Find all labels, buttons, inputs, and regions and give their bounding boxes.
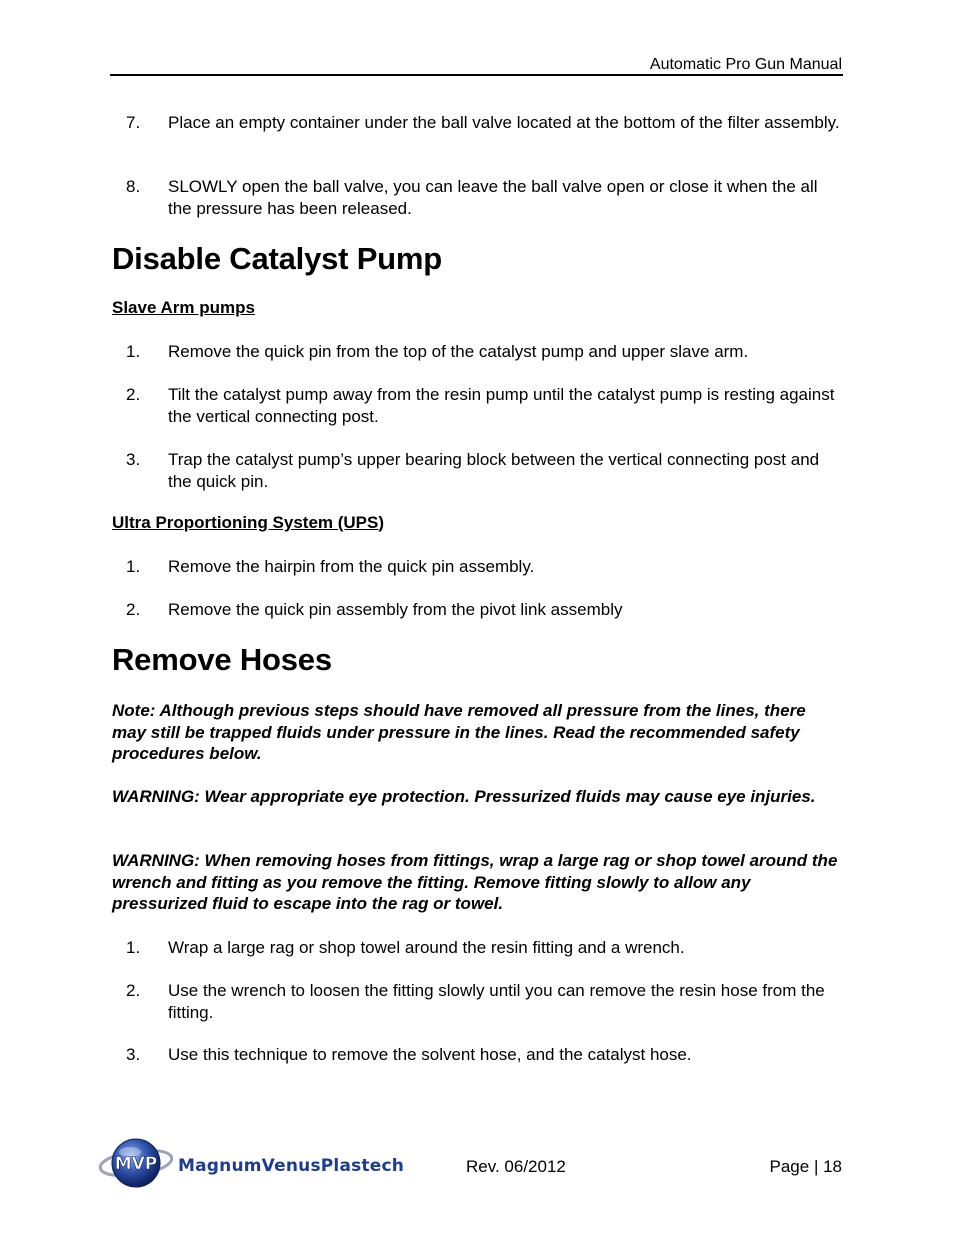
list-item (112, 449, 844, 493)
footer-brand-name: MagnumVenusPlastech (178, 1156, 405, 1176)
step-text: SLOWLY open the ball valve, you can leave the ball valve open or close it when the all the pressure has been released. (168, 177, 818, 218)
header-rule (110, 74, 843, 76)
list-item (112, 176, 844, 220)
step-number: 2. (126, 600, 141, 619)
step-number: 2. (126, 981, 141, 1000)
step-text: Trap the catalyst pump’s upper bearing block between the vertical connecting post and the quick pin. (168, 450, 820, 491)
list-item (112, 556, 844, 578)
list-item (112, 384, 844, 428)
footer-revision: Rev. 06/2012 (466, 1157, 566, 1176)
step-text: Wrap a large rag or shop towel around the resin fitting and a wrench. (168, 938, 685, 957)
step-number: 3. (126, 1045, 141, 1064)
step-number: 1. (126, 557, 141, 576)
list-item (112, 937, 844, 959)
step-text: Tilt the catalyst pump away from the resin pump until the catalyst pump is resting against the vertical connecting post. (168, 385, 835, 426)
list-item (112, 980, 844, 1024)
step-number: 1. (126, 938, 141, 957)
step-text: Use the wrench to loosen the fitting slowly until you can remove the resin hose from the fitting. (168, 981, 825, 1022)
warning-eye-protection: WARNING: Wear appropriate eye protection. Pressurized fluids may cause eye injuries. (112, 787, 816, 806)
step-number: 1. (126, 342, 141, 361)
running-header-title: Automatic Pro Gun Manual (649, 56, 842, 73)
list-item (112, 112, 844, 134)
warning-remove-hoses: WARNING: When removing hoses from fittings, wrap a large rag or shop towel around the wrench and fitting as you remove the fitting. Remove fitting slowly to allow any pressurized fluid to escape into the rag or towel. (112, 851, 838, 913)
step-text: Remove the quick pin assembly from the pivot link assembly (168, 600, 623, 619)
step-text: Use this technique to remove the solvent hose, and the catalyst hose. (168, 1045, 692, 1064)
subheading-ups-suffix: ) (378, 513, 385, 532)
step-number: 7. (126, 113, 141, 132)
list-item (112, 341, 844, 363)
list-item (112, 599, 844, 621)
step-text: Remove the hairpin from the quick pin assembly. (168, 557, 535, 576)
subheading-ups: Ultra Proportioning System (UPS (112, 513, 379, 532)
subheading-slave-arm-pumps: Slave Arm pumps (112, 298, 255, 317)
step-number: 3. (126, 450, 141, 469)
step-text: Place an empty container under the ball valve located at the bottom of the filter assembly. (168, 113, 840, 132)
step-number: 8. (126, 177, 141, 196)
section-title-remove-hoses: Remove Hoses (112, 642, 332, 677)
subheading-ups-wrapper (112, 513, 384, 533)
section-title-disable-catalyst-pump: Disable Catalyst Pump (112, 241, 443, 276)
footer-page-number: Page | 18 (769, 1157, 842, 1176)
list-item (112, 1044, 844, 1066)
step-number: 2. (126, 385, 141, 404)
step-text: Remove the quick pin from the top of the catalyst pump and upper slave arm. (168, 342, 749, 361)
logo-letters: MVP (114, 1154, 158, 1174)
safety-note: Note: Although previous steps should have removed all pressure from the lines, there may still be trapped fluids under pressure in the lines. Read the recommended safety procedures below. (112, 701, 806, 763)
